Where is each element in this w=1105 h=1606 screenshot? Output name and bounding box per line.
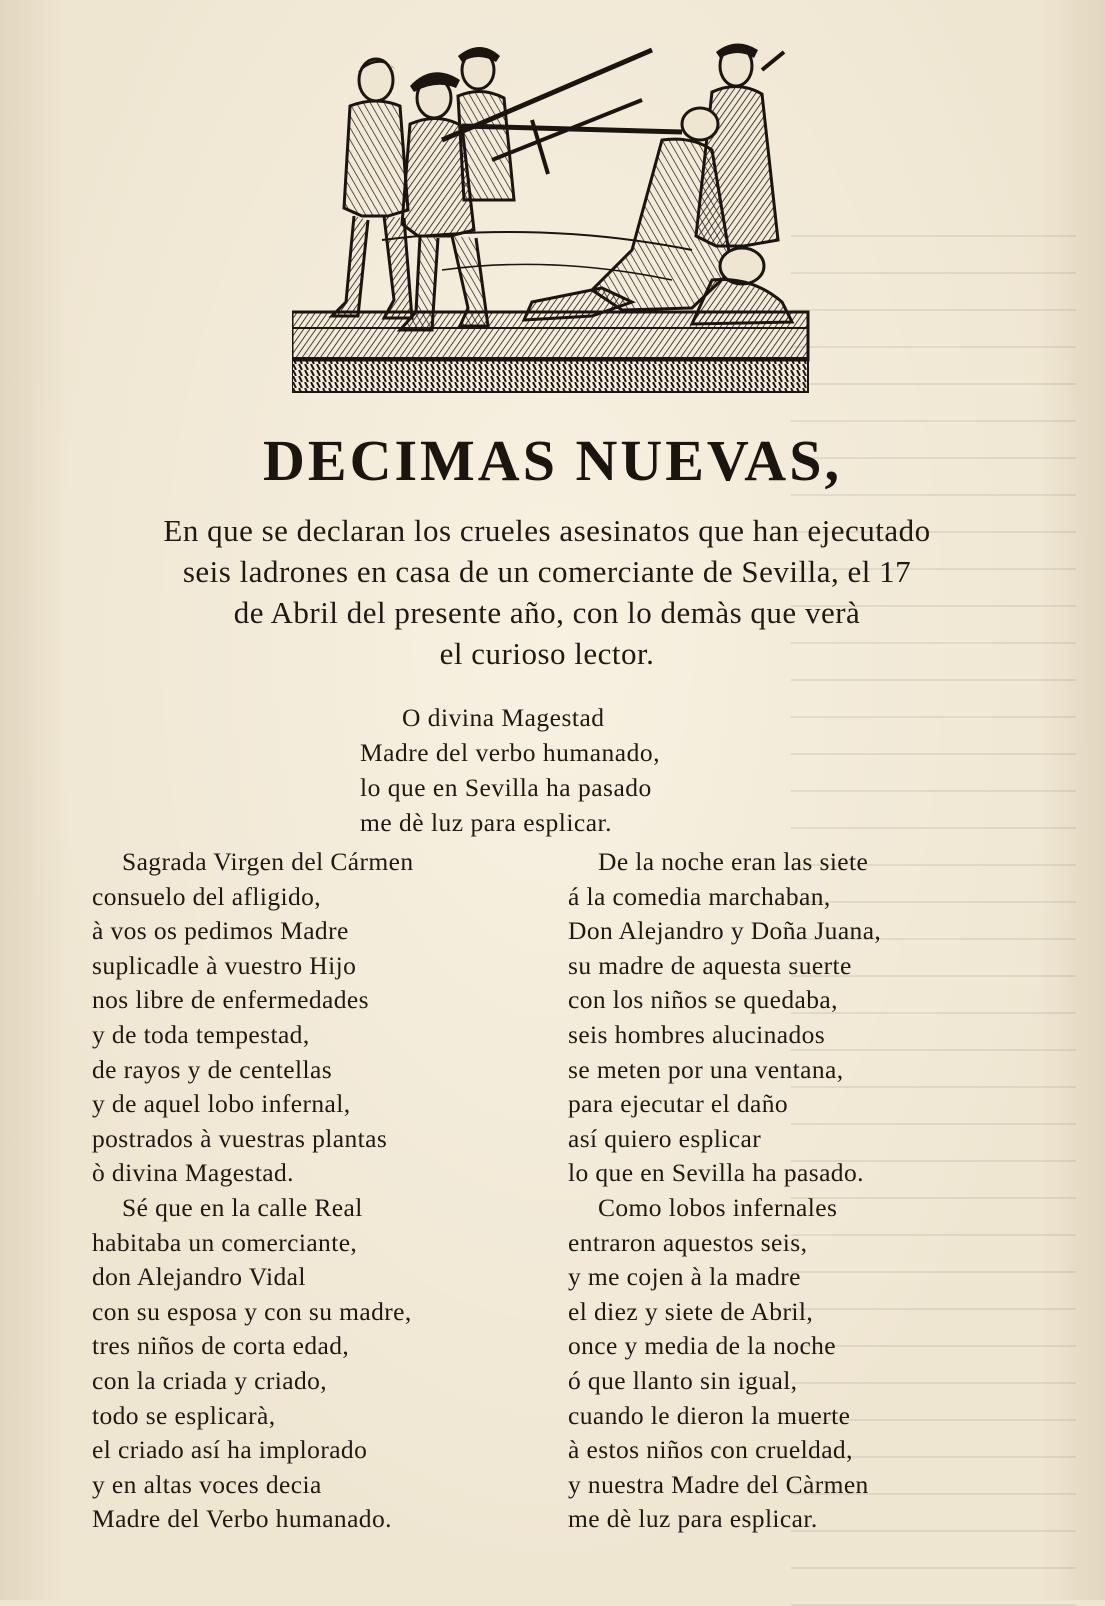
verse-line: ò divina Magestad. bbox=[92, 1158, 294, 1188]
verse-line: consuelo del afligido, bbox=[92, 881, 322, 911]
verse-line: así quiero esplicar bbox=[568, 1123, 762, 1153]
verse-line: tres niños de corta edad, bbox=[92, 1331, 350, 1361]
verse-line: para ejecutar el daño bbox=[568, 1089, 789, 1119]
verse-line: se meten por una ventana, bbox=[568, 1054, 844, 1084]
verse-line: à estos niños con crueldad, bbox=[568, 1435, 853, 1465]
document-subtitle bbox=[92, 510, 1002, 674]
verse-line: el criado así ha implorado bbox=[92, 1435, 368, 1465]
verse-line: seis hombres alucinados bbox=[568, 1019, 826, 1049]
verse-line: Madre del Verbo humanado. bbox=[92, 1504, 392, 1534]
verse-line: Madre del verbo humanado, bbox=[360, 738, 660, 767]
verse-line: á la comedia marchaban, bbox=[568, 881, 831, 911]
verse-line: me dè luz para esplicar. bbox=[568, 1504, 818, 1534]
left-column bbox=[92, 845, 562, 1537]
woodcut-illustration-icon bbox=[292, 40, 818, 396]
verse-line: y en altas voces decia bbox=[92, 1469, 322, 1499]
verse-line: el diez y siete de Abril, bbox=[568, 1296, 814, 1326]
verse-line: don Alejandro Vidal bbox=[92, 1262, 306, 1292]
subtitle-line: seis ladrones en casa de un comerciante de Sevilla, el 17 bbox=[182, 554, 912, 589]
verse-line: y de aquel lobo infernal, bbox=[92, 1089, 351, 1119]
verse-line: suplicadle à vuestro Hijo bbox=[92, 950, 357, 980]
verse-line: Don Alejandro y Doña Juana, bbox=[568, 916, 882, 946]
subtitle-line: el curioso lector. bbox=[439, 636, 655, 671]
verse-line: con los niños se quedaba, bbox=[568, 985, 838, 1015]
verse-line: lo que en Sevilla ha pasado bbox=[360, 773, 652, 802]
verse-line: Sé que en la calle Real bbox=[122, 1192, 363, 1222]
subtitle-line: En que se declaran los crueles asesinatos que han ejecutado bbox=[163, 513, 931, 548]
verse-line: y me cojen à la madre bbox=[568, 1262, 801, 1292]
verse-line: todo se esplicarà, bbox=[92, 1400, 276, 1430]
verse-line: once y media de la noche bbox=[568, 1331, 837, 1361]
verse-line: habitaba un comerciante, bbox=[92, 1227, 358, 1257]
verse-line: y de toda tempestad, bbox=[92, 1019, 310, 1049]
verse-line: De la noche eran las siete bbox=[598, 847, 869, 876]
document-title: DECIMAS NUEVAS, bbox=[263, 428, 842, 493]
right-column bbox=[568, 845, 1038, 1537]
verse-line: Sagrada Virgen del Cármen bbox=[122, 847, 414, 876]
verse-line: entraron aquestos seis, bbox=[568, 1227, 808, 1257]
verse-line: con la criada y criado, bbox=[92, 1365, 328, 1395]
verse-line: me dè luz para esplicar. bbox=[360, 808, 613, 837]
subtitle-line: de Abril del presente año, con lo demàs que verà bbox=[233, 595, 861, 630]
verse-line: ó que llanto sin igual, bbox=[568, 1365, 798, 1395]
verse-line: de rayos y de centellas bbox=[92, 1054, 333, 1084]
intro-verse bbox=[360, 700, 780, 840]
verse-line: postrados à vuestras plantas bbox=[92, 1123, 388, 1153]
verse-line: con su esposa y con su madre, bbox=[92, 1296, 412, 1326]
verse-line: cuando le dieron la muerte bbox=[568, 1400, 851, 1430]
verse-line: à vos os pedimos Madre bbox=[92, 916, 349, 946]
verse-line: su madre de aquesta suerte bbox=[568, 950, 852, 980]
verse-line: lo que en Sevilla ha pasado. bbox=[568, 1158, 864, 1188]
verse-line: Como lobos infernales bbox=[598, 1192, 838, 1222]
verse-line: O divina Magestad bbox=[402, 703, 605, 732]
verse-line: y nuestra Madre del Càrmen bbox=[568, 1469, 869, 1499]
verse-line: nos libre de enfermedades bbox=[92, 985, 369, 1015]
